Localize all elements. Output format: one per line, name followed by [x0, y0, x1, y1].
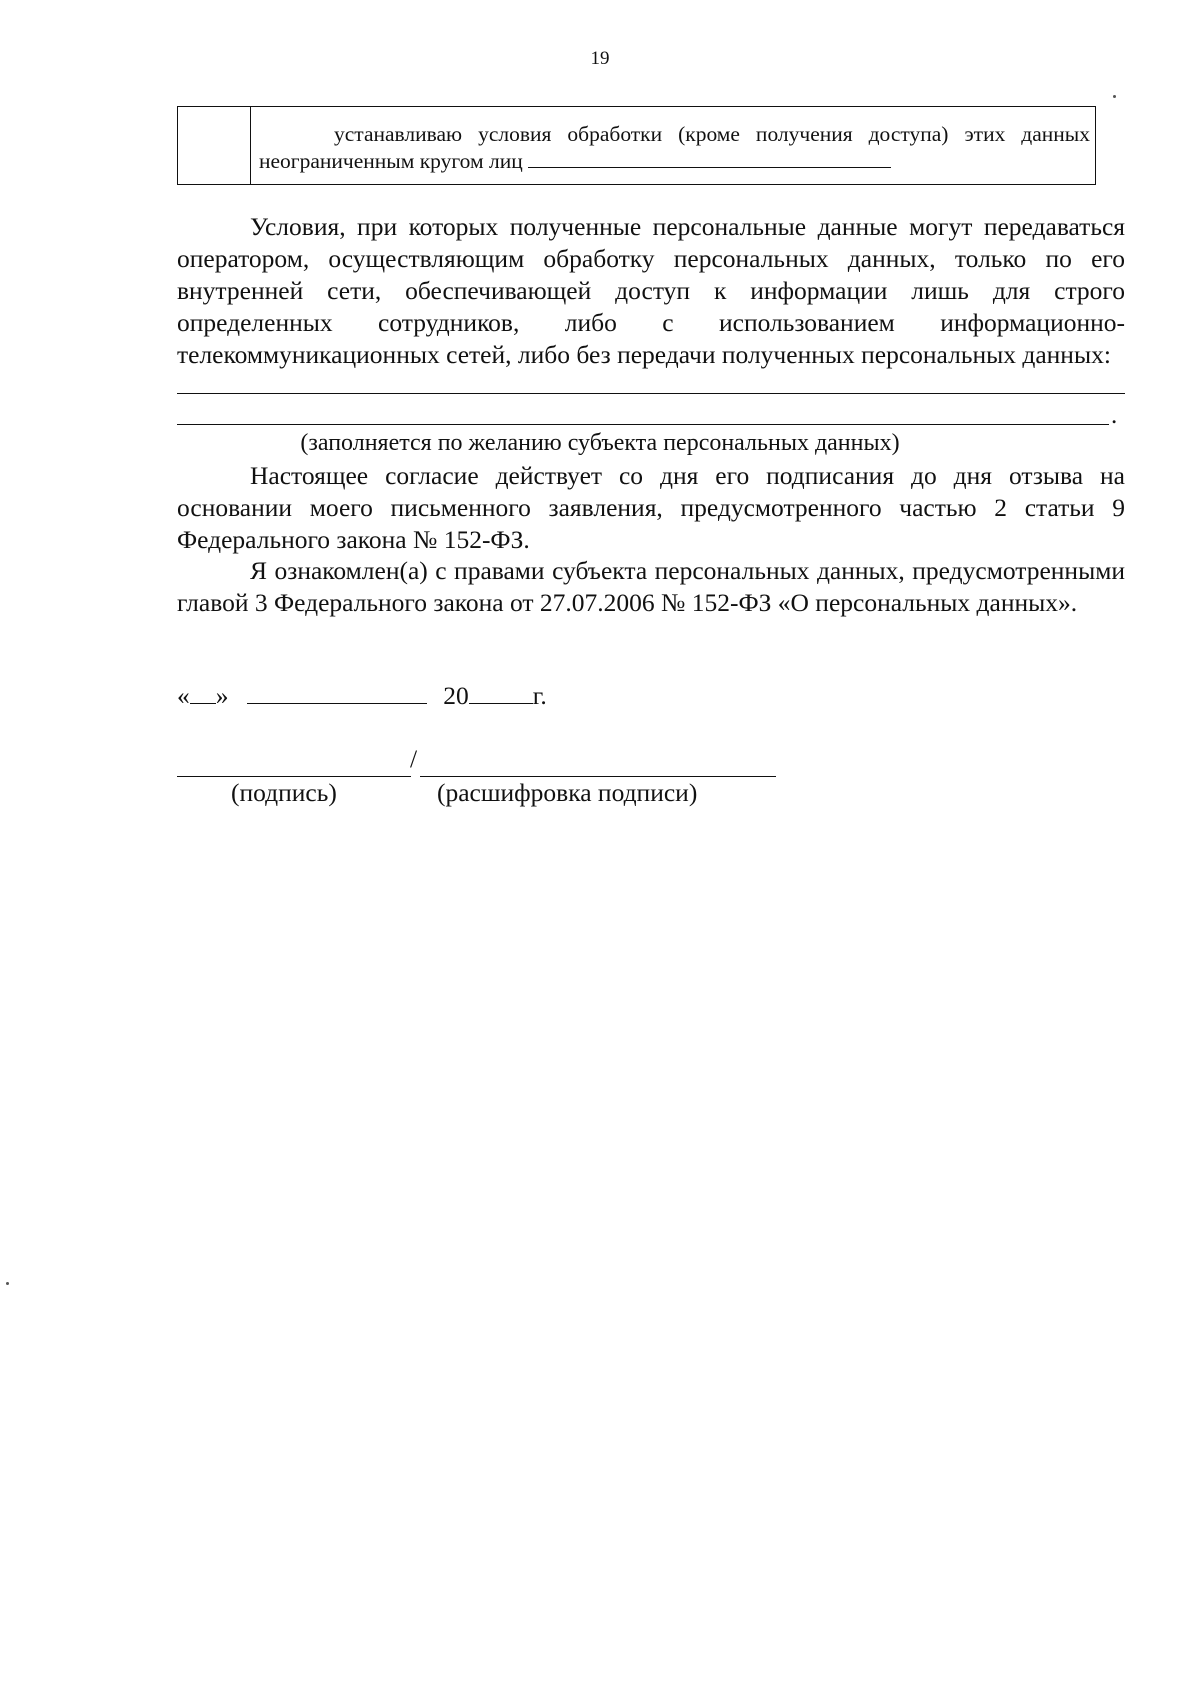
year-suffix: г. — [532, 681, 547, 710]
signature-separator: / — [410, 744, 418, 773]
option-text: устанавливаю условия обработки (кроме получения доступа) этих данных неограниченным кругом лиц — [259, 122, 1090, 173]
checkbox-cell[interactable] — [178, 107, 251, 184]
day-blank[interactable] — [190, 681, 216, 704]
validity-paragraph — [177, 460, 1125, 556]
decoding-label: (расшифровка подписи) — [437, 778, 698, 807]
date-line — [177, 681, 547, 711]
option-text-cell — [251, 107, 1095, 184]
page-number: 19 — [590, 48, 610, 69]
conditions-text: Условия, при которых полученные персональные данные могут передаваться оператором, осуществляющим обработку персональных данных, только по его внутренней сети, обеспечивающей доступ к информации лишь для строго определенных сотрудников, либо с использованием информационно-телекоммуникационных сетей, либо без передачи полученных персональных данных: — [177, 212, 1125, 369]
fill-caption: (заполняется по желанию субъекта персональных данных) — [300, 430, 900, 456]
conditions-fill-line-2[interactable] — [177, 424, 1109, 425]
decoding-line[interactable] — [420, 776, 776, 777]
consent-option-table — [177, 106, 1096, 185]
month-blank[interactable] — [247, 681, 427, 704]
signature-line[interactable] — [177, 776, 411, 777]
conditions-end-dot: . — [1111, 402, 1118, 429]
acknowledgement-paragraph — [177, 555, 1125, 619]
scan-speck — [1113, 95, 1116, 98]
scan-speck — [6, 1282, 9, 1285]
year-prefix: 20 — [443, 681, 469, 710]
conditions-paragraph — [177, 211, 1125, 371]
signature-label: (подпись) — [231, 778, 337, 807]
date-open-quote: « — [177, 681, 190, 710]
acknowledgement-text: Я ознакомлен(а) с правами субъекта персональных данных, предусмотренными главой 3 Федерального закона от 27.07.2006 № 152-ФЗ «О персональных данных». — [177, 556, 1125, 617]
date-close-quote: » — [215, 681, 229, 710]
option-fill-line[interactable] — [528, 149, 891, 168]
year-blank[interactable] — [469, 681, 533, 704]
validity-text: Настоящее согласие действует со дня его подписания до дня отзыва на основании моего письменного заявления, предусмотренного частью 2 статьи 9 Федерального закона № 152-ФЗ. — [177, 461, 1125, 554]
conditions-fill-line-1[interactable] — [177, 393, 1125, 394]
